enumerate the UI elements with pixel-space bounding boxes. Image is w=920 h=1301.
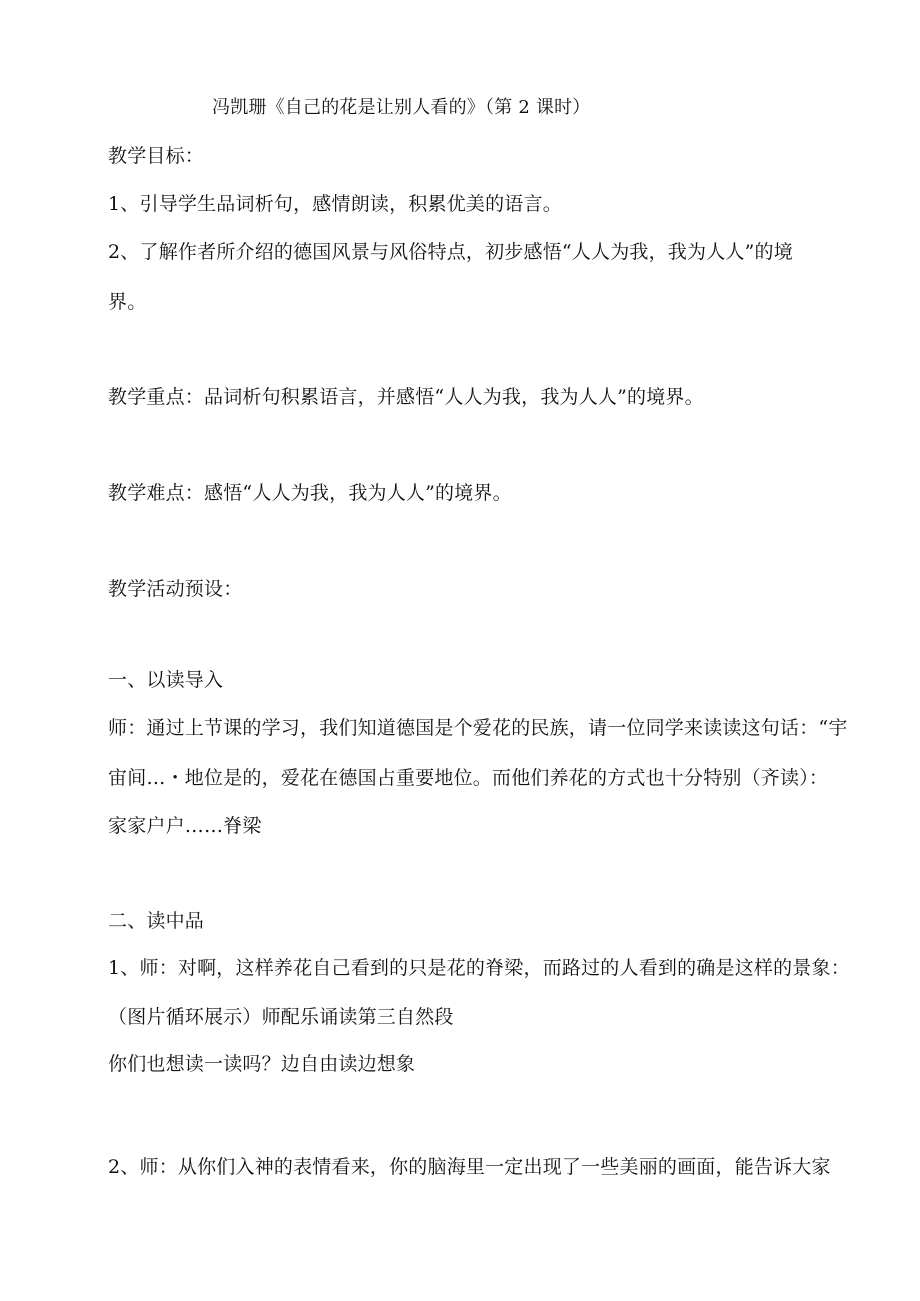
objective-2-line-2: 界。 bbox=[108, 291, 147, 313]
objectives-heading: 教学目标： bbox=[108, 145, 205, 167]
section-2-paragraph-1-line-1: 1、师：对啊，这样养花自己看到的只是花的脊梁，而路过的人看到的确是这样的景象： bbox=[108, 957, 850, 979]
section-2-paragraph-1-line-3: 你们也想读一读吗？边自由读边想象 bbox=[108, 1053, 416, 1075]
section-1-heading: 一、以读导入 bbox=[108, 669, 224, 691]
section-1-paragraph-line-1: 师：通过上节课的学习，我们知道德国是个爱花的民族，请一位同学来读读这句话：“宇 bbox=[108, 717, 848, 739]
section-1-paragraph-line-2: 宙间…・地位是的，爱花在德国占重要地位。而他们养花的方式也十分特别（齐读）： bbox=[108, 767, 829, 789]
section-2-paragraph-1-line-2: （图片循环展示）师配乐诵读第三自然段 bbox=[108, 1006, 454, 1028]
objective-2-line-1: 2、了解作者所介绍的德国风景与风俗特点，初步感悟“人人为我，我为人人”的境 bbox=[108, 241, 793, 263]
section-2-heading: 二、读中品 bbox=[108, 910, 205, 932]
document-title: 冯凯珊《自己的花是让别人看的》（第 2 课时） bbox=[212, 97, 591, 118]
section-1-paragraph-line-3: 家家户户……脊梁 bbox=[108, 815, 262, 837]
key-point: 教学重点：品词析句积累语言，并感悟“人人为我，我为人人”的境界。 bbox=[108, 386, 704, 408]
section-2-paragraph-2-line-1: 2、师：从你们入神的表情看来，你的脑海里一定出现了一些美丽的画面，能告诉大家 bbox=[108, 1156, 831, 1178]
activities-heading: 教学活动预设： bbox=[108, 578, 243, 600]
difficulty: 教学难点：感悟“人人为我，我为人人”的境界。 bbox=[108, 482, 512, 504]
objective-1: 1、引导学生品词析句，感情朗读，积累优美的语言。 bbox=[108, 193, 562, 215]
